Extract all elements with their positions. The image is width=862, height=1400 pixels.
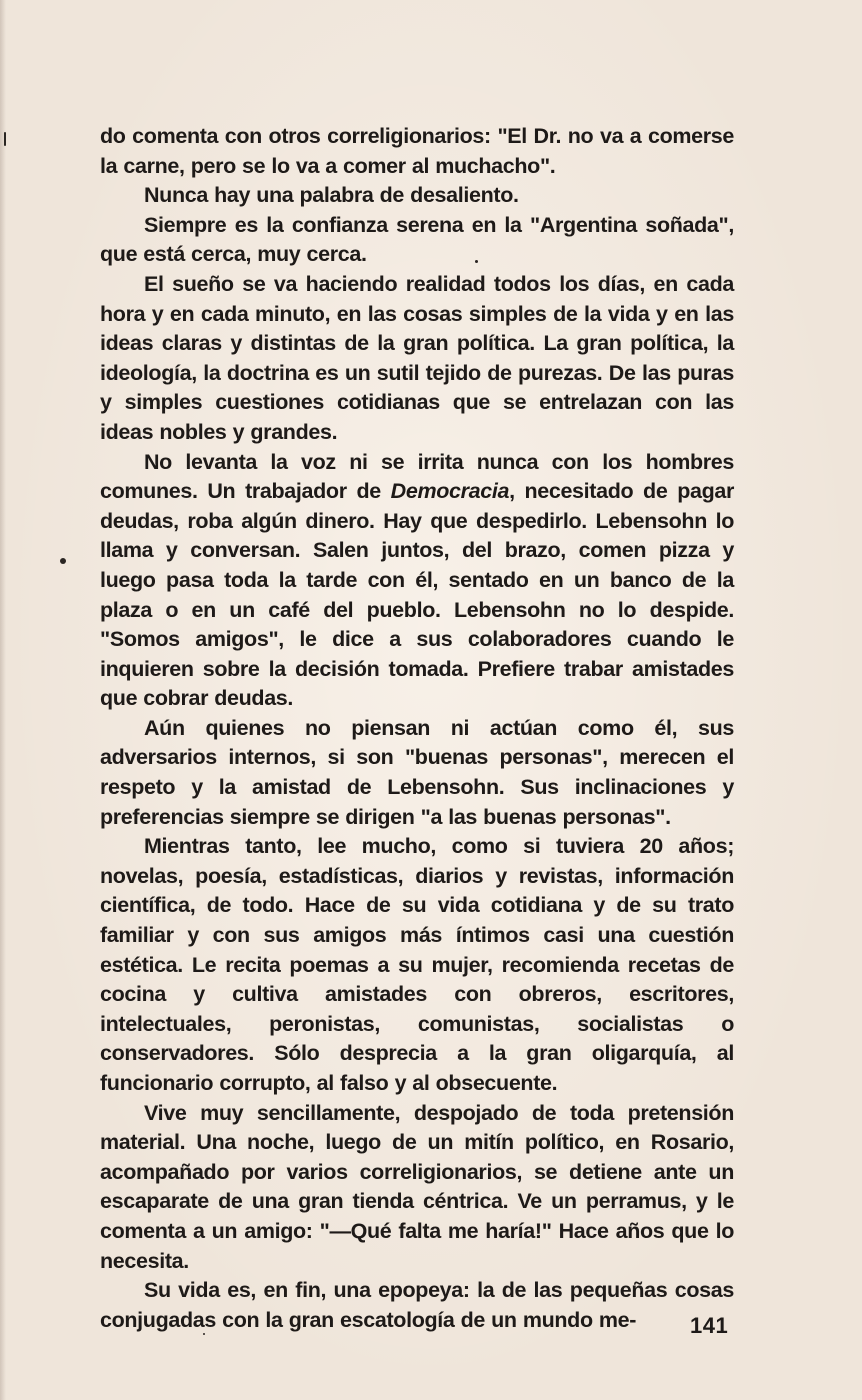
paragraph-8: Vive muy sencillamente, despojado de toda pretensión material. Una noche, luego de un mitín político, en Rosario, acompañado por varios correligionarios, se detiene ante un escaparate de una gran tienda céntrica. Ve un perramus, y le comenta a un amigo: "—Qué falta me haría!" Hace años que lo necesita. [100, 1100, 734, 1273]
paragraph-5-lead: Un trabajador de [207, 479, 381, 504]
page-number: 141 [690, 1313, 729, 1338]
paragraph-5 [100, 448, 734, 714]
paragraph-2: Nunca hay una palabra de desaliento. [144, 183, 519, 208]
ink-speck [4, 132, 6, 146]
paragraph-6: Aún quienes no piensan ni actúan como él, sus adversarios internos, si son "buenas personas", merecen el respeto y la amistad de Lebensohn. Sus inclinaciones y preferencias siempre se dirigen "a las buenas personas". [100, 715, 734, 829]
paragraph-5-start: No levanta la voz ni se irrita nunca con los hombres comunes. [100, 449, 734, 504]
paragraph-3: Siempre es la confianza serena en la "Argentina soñada", que está cerca, muy cerca. [100, 212, 734, 267]
ink-speck [60, 558, 66, 564]
ink-speck [203, 1333, 205, 1335]
body-text [100, 122, 734, 1335]
paragraph-1: do comenta con otros correligionarios: "El Dr. no va a comerse la carne, pero se lo va a comer al muchacho". [100, 124, 734, 178]
ink-speck [475, 260, 478, 263]
paragraph-5-rest: , necesitado de pagar deudas, roba algún dinero. Hay que despedirlo. Lebensohn lo llama y conversan. Salen juntos, del brazo, comen pizza y luego pasa toda la tarde con él, sentado en un banco de la plaza o en un café del pueblo. Lebensohn no lo despide. "Somos amigos", le dice a sus colaboradores cuando le inquieren sobre la decisión tomada. Prefiere trabar amistades que cobrar deudas. [100, 479, 734, 711]
paragraph-4: El sueño se va haciendo realidad todos los días, en cada hora y en cada minuto, en las cosas simples de la vida y en las ideas claras y distintas de la gran política. La gran política, la ideología, la doctrina es un sutil tejido de purezas. De las puras y simples cuestiones cotidianas que se entrelazan con las ideas nobles y grandes. [100, 271, 734, 444]
newspaper-title: Democracia [390, 479, 510, 504]
paragraph-7: Mientras tanto, lee mucho, como si tuviera 20 años; novelas, poesía, estadísticas, diarios y revistas, información científica, de todo. Hace de su vida cotidiana y de su trato familiar y con sus amigos más íntimos casi una cuestión estética. Le recita poemas a su mujer, recomienda recetas de cocina y cultiva amistades con obreros, escritores, intelectuales, peronistas, comunistas, socialistas o conservadores. Sólo desprecia a la gran oligarquía, al funcionario corrupto, al falso y al obsecuente. [100, 834, 734, 1095]
paragraph-9: Su vida es, en fin, una epopeya: la de las pequeñas cosas conjugadas con la gran escatología de un mundo me- [100, 1278, 734, 1332]
page-edge-shadow [0, 0, 6, 1400]
